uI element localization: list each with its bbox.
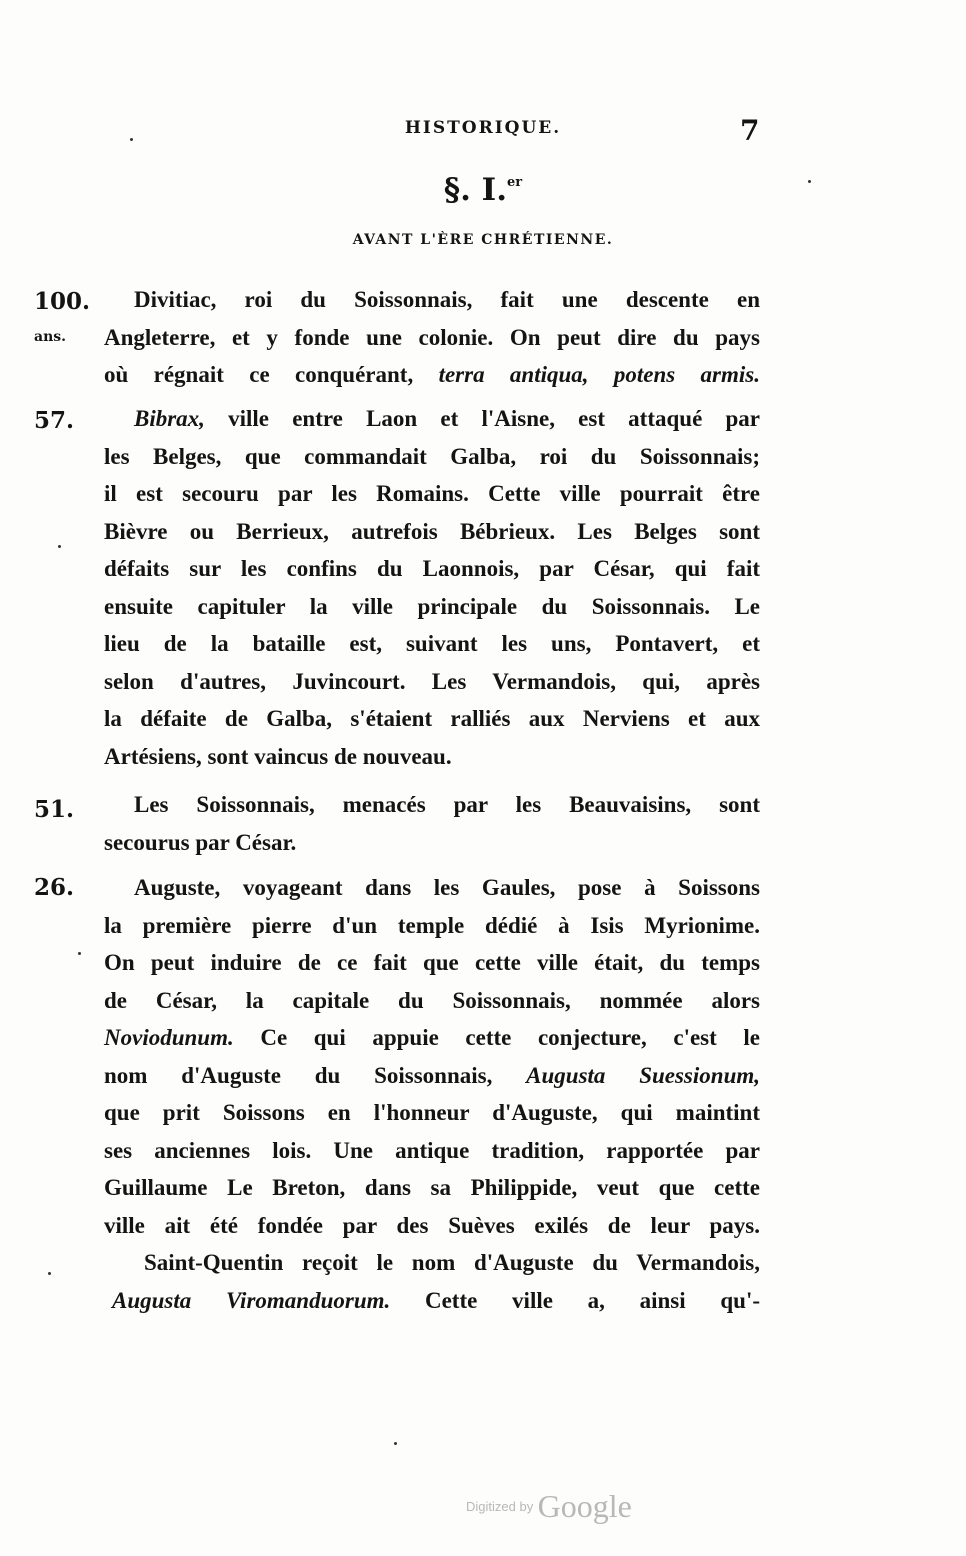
text-line: nom d'Auguste du Soissonnais, Augusta Suessionum, [104, 1062, 760, 1088]
text-line: Divitiac, roi du Soissonnais, fait une descente en [134, 287, 760, 312]
text-line: Angleterre, et y fonde une colonie. On peut dire du pays [104, 324, 760, 350]
text-line: Artésiens, sont vaincus de nouveau. [104, 743, 452, 769]
text-line: Guillaume Le Breton, dans sa Philippide, veut que cette [104, 1175, 760, 1200]
text-line: lieu de la bataille est, suivant les uns, Pontavert, et [104, 631, 760, 656]
text-line: que prit Soissons en l'honneur d'Auguste, qui maintint [104, 1100, 760, 1125]
text-line: la première pierre d'un temple dédié à Isis Myrionime. [104, 912, 760, 938]
google-logo: Google [537, 1488, 632, 1524]
section-heading [0, 172, 966, 208]
text-line: selon d'autres, Juvincourt. Les Vermandois, qui, après [104, 668, 760, 694]
chronology-entry [34, 281, 760, 394]
section-mark-superscript: er [506, 175, 523, 190]
text-line: la défaite de Galba, s'étaient ralliés aux Nerviens et aux [104, 706, 760, 731]
text-line: Noviodunum. Ce qui appuie cette conjecture, c'est le [104, 1025, 760, 1050]
text-line: ville ait été fondée par des Suèves exilés de leur pays. [104, 1212, 760, 1238]
speck [808, 180, 811, 183]
entry-date: 26. [34, 874, 75, 901]
text-line: les Belges, que commandait Galba, roi du Soissonnais; [104, 443, 760, 469]
latin-quote: terra antiqua, potens armis. [438, 362, 760, 387]
place-name: Augusta Suessionum, [526, 1062, 760, 1088]
text-line: Bièvre ou Berrieux, autrefois Bébrieux. Les Belges sont [104, 518, 760, 544]
chronology-entry [34, 786, 760, 861]
text-line: Auguste, voyageant dans les Gaules, pose à Soissons [134, 875, 760, 900]
section-mark: §. I. [443, 172, 507, 208]
watermark-prefix: Digitized by [466, 1499, 534, 1514]
running-title: HISTORIQUE. [404, 118, 562, 138]
text-line: Les Soissonnais, menacés par les Beauvaisins, sont [134, 792, 760, 817]
chronology-entry [34, 869, 760, 1319]
text-line: ses anciennes lois. Une antique tradition, rapportée par [104, 1137, 760, 1163]
section-title: AVANT L'ÈRE CHRÉTIENNE. [352, 232, 614, 248]
speck [48, 1272, 51, 1275]
entry-date: 51. [34, 796, 75, 823]
speck [394, 1442, 397, 1445]
digitization-watermark [466, 1488, 632, 1525]
chronology-entry [34, 400, 760, 775]
text-line: On peut induire de ce fait que cette ville était, du temps [104, 950, 760, 975]
entry-date: 100. [34, 288, 91, 315]
text-line: secourus par César. [104, 829, 297, 855]
speck [130, 138, 133, 141]
text-line: ensuite capituler la ville principale du Soissonnais. Le [104, 593, 760, 619]
text-line: Saint-Quentin reçoit le nom d'Auguste du Vermandois, [144, 1250, 760, 1275]
entry-date: 57. [34, 407, 75, 434]
text-line: Augusta Viromanduorum. Cette ville a, ainsi qu'- [112, 1287, 760, 1313]
place-name: Augusta Viromanduorum. [112, 1287, 391, 1313]
text-line: défaits sur les confins du Laonnois, par César, qui fait [104, 556, 760, 581]
text-line: de César, la capitale du Soissonnais, nommée alors [104, 987, 760, 1013]
text-line: Bibrax, ville entre Laon et l'Aisne, est attaqué par [134, 406, 760, 431]
text-line: il est secouru par les Romains. Cette ville pourrait être [104, 481, 760, 506]
text-line: où régnait ce conquérant, terra antiqua, potens armis. [104, 362, 760, 387]
speck [78, 952, 81, 955]
place-name: Noviodunum. [104, 1025, 234, 1050]
page-number: 7 [740, 114, 760, 147]
entry-date-unit: ans. [34, 329, 67, 345]
speck [58, 545, 61, 548]
place-name: Bibrax, [134, 406, 205, 431]
